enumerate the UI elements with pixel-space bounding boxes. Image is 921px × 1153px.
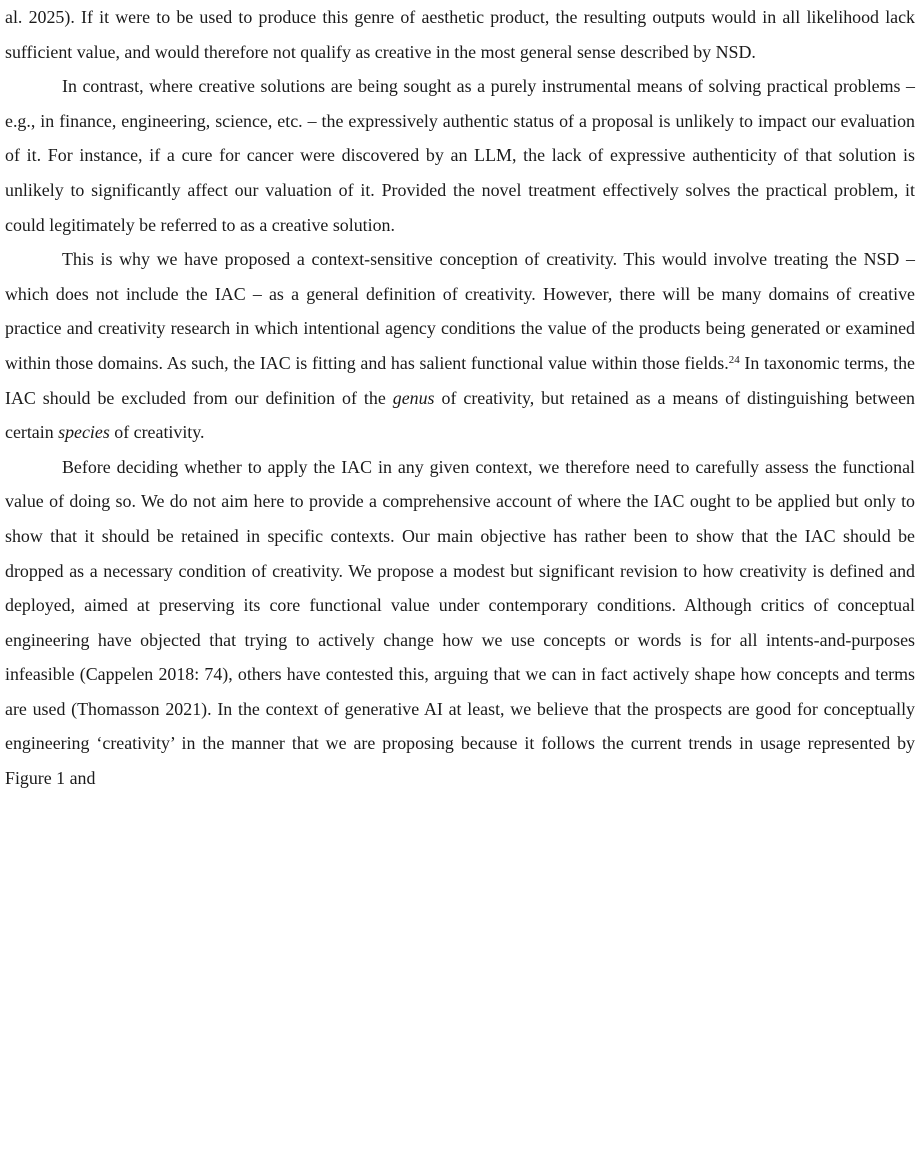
paragraph-text: Before deciding whether to apply the IAC in any given context, we therefore need to carefully assess the functional value of doing so. We do not aim here to provide a comprehensive account of where the IAC ought to be applied but only to show that it should be retained in specific contexts. Our main objective has rather been to show that the IAC should be dropped as a necessary condition of creativity. We propose a modest but significant revision to how creativity is defined and deployed, aimed at preserving its core functional value under contemporary conditions. Although critics of conceptual engineering have objected that trying to actively change how we use concepts or words is for all intents-and-purposes infeasible (Cappelen 2018: 74), others have contested this, arguing that we can in fact actively shape how concepts and terms are used (Thomasson 2021). In the context of generative AI at least, we believe that the prospects are good for conceptually engineering ‘creativity’ in the manner that we are proposing because it follows the current trends in usage represented by Figure 1 and bbox=[5, 456, 915, 789]
paragraph-text: of creativity, but retained as a means of distinguishing between certain bbox=[5, 387, 916, 443]
paragraph-4 bbox=[5, 450, 915, 796]
paragraph-text: In taxonomic terms, the IAC should be excluded from our definition of the bbox=[5, 352, 915, 408]
italic-term-genus: genus bbox=[392, 387, 435, 408]
paragraph-text: al. 2025). If it were to be used to produce this genre of aesthetic product, the resulting outputs would in all likelihood lack sufficient value, and would therefore not qualify as creative in the most general sense described by NSD. bbox=[5, 7, 915, 62]
paragraph-text: This is why we have proposed a context-sensitive conception of creativity. This would involve treating the NSD – which does not include the IAC – as a general definition of creativity. However, there will be many domains of creative practice and creativity research in which intentional agency conditions the value of the products being generated or examined within those domains. As such, the IAC is fitting and has salient functional value within those fields. bbox=[5, 249, 915, 373]
footnote-marker[interactable]: 24 bbox=[728, 353, 740, 366]
paragraph-2 bbox=[5, 69, 915, 242]
italic-term-species: species bbox=[58, 422, 110, 443]
paragraph-text: of creativity. bbox=[109, 422, 205, 443]
paragraph-3 bbox=[5, 242, 915, 450]
paragraph-text: In contrast, where creative solutions are being sought as a purely instrumental means of solving practical problems – e.g., in finance, engineering, science, etc. – the expressively authentic status of a proposal is unlikely to impact our evaluation of it. For instance, if a cure for cancer were discovered by an LLM, the lack of expressive authenticity of that solution is unlikely to significantly affect our valuation of it. Provided the novel treatment effectively solves the practical problem, it could legitimately be referred to as a creative solution. bbox=[5, 76, 915, 235]
document-page bbox=[5, 0, 915, 796]
paragraph-1 bbox=[5, 0, 915, 69]
